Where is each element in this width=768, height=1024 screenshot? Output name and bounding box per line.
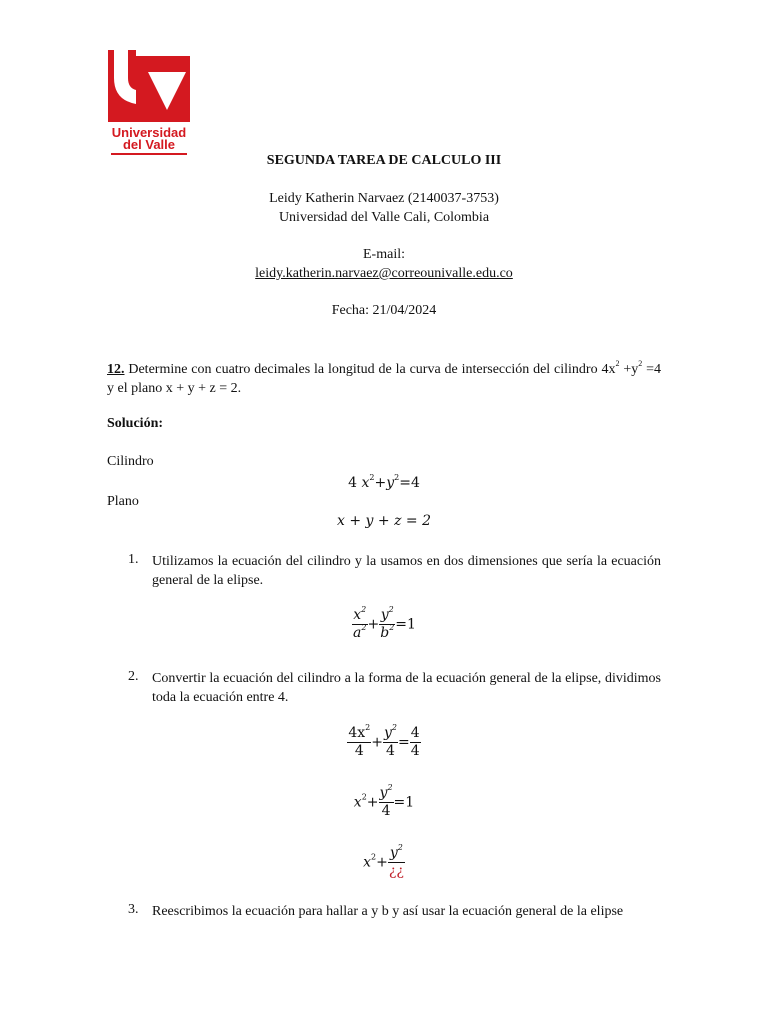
email-link[interactable]: leidy.katherin.narvaez@correounivalle.edu.co (255, 266, 513, 281)
problem-exp-2: 2 (638, 359, 643, 368)
logo-line1: Universidad (111, 125, 187, 140)
step-2-number: 2. (128, 669, 139, 684)
document-title: SEGUNDA TAREA DE CALCULO III (266, 153, 502, 168)
problem-statement (107, 360, 661, 398)
problem-number: 12. (107, 362, 125, 377)
date-line: Fecha: 21/04/2024 (331, 303, 437, 318)
university-logo (108, 50, 190, 155)
institution-line: Universidad del Valle Cali, Colombia (278, 210, 490, 225)
author-line: Leidy Katherin Narvaez (2140037-3753) (269, 191, 499, 206)
university-emblem-icon (108, 50, 190, 122)
plane-equation: x + y + z = 2 (337, 513, 431, 529)
step-3-text: Reescribimos la ecuación para hallar a y b y así usar la ecuación general de la elipse (152, 904, 624, 919)
email-label: E-mail: (363, 247, 405, 262)
problem-text-2: +y (619, 362, 639, 377)
step-2-text: Convertir la ecuación del cilindro a la forma de la ecuación general de la elipse, dividimos toda la ecuación entre 4. (152, 671, 661, 705)
problem-text-1: Determine con cuatro decimales la longitud de la curva de intersección del cilindro 4x (124, 362, 616, 377)
plane-label: Plano (107, 494, 139, 509)
problem-text-3: =4 y el plano x + y + z = 2. (107, 362, 661, 396)
equation-error-marker: ¿¿ (388, 863, 404, 879)
email-row (0, 266, 768, 282)
logo-line2: del Valle (122, 137, 176, 152)
step-3-number: 3. (128, 902, 139, 917)
ellipse-equation: $\frac{x^2}{a^2}$ + $\frac{y^2}{b^2}$ =1 (353, 605, 416, 641)
problem-exp-1: 2 (615, 359, 620, 368)
solution-heading: Solución: (107, 416, 164, 431)
step-1-number: 1. (128, 552, 139, 567)
simplified-equation: $x^2+$ $\frac{y^2}{4}$ =1 (353, 783, 415, 819)
cylinder-equation: 4 $x^2+y^2=4$ (348, 473, 420, 491)
divided-equation: $\frac{4x^2}{4}$ + $\frac{y^2}{4}$ = $\frac{4}{4}$ (348, 723, 420, 759)
step-1-text: Utilizamos la ecuación del cilindro y la usamos en dos dimensiones que sería la ecuación general de la elipse. (152, 554, 661, 588)
cylinder-label: Cilindro (107, 454, 154, 469)
broken-equation: $x^2+$ $\frac{y^2}{¿¿}$ (363, 843, 404, 879)
logo-text (108, 127, 190, 151)
